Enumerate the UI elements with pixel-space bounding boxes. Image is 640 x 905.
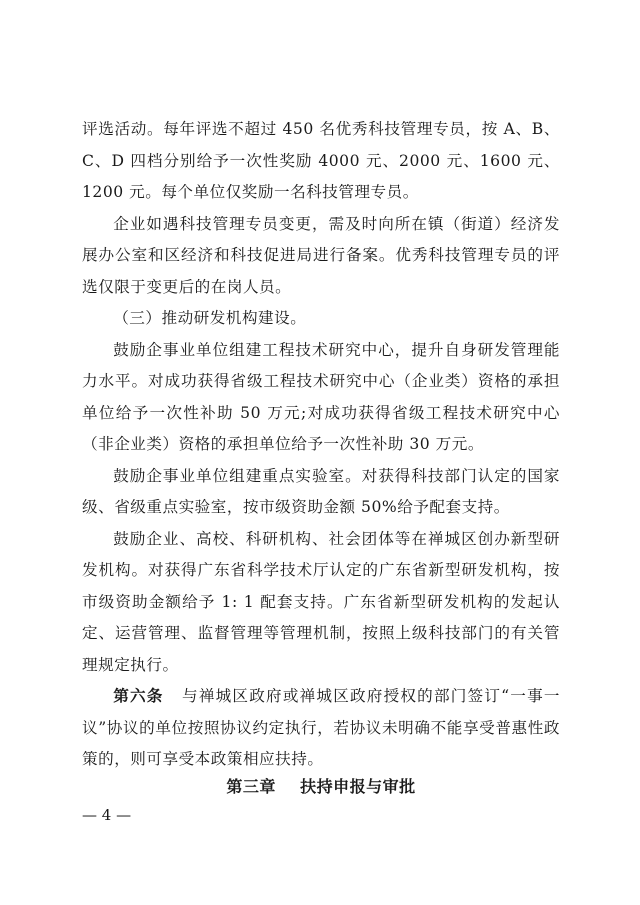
- paragraph-award-tiers: 评选活动。每年评选不超过 450 名优秀科技管理专员，按 A、B、C、D 四档分别给予一次性奖励 4000 元、2000 元、1600 元、1200 元。每个单位仅奖励一名科技管理专员。: [82, 120, 560, 201]
- paragraph-new-rd-institutions: 鼓励企业、高校、科研机构、社会团体等在禅城区创办新型研发机构。对获得广东省科学技术厅认定的广东省新型研发机构，按市级资助金额给予 1: 1 配套支持。广东省新型研发机构的发起认定、运营管理、监督管理等管理机制，按照上级科技部门的有关管理规定执行。: [82, 529, 560, 674]
- article-six-text: 与禅城区政府或禅城区政府授权的部门签订“一事一议”协议的单位按照协议约定执行，若协议未明确不能享受普惠性政策的，则可享受本政策相应扶持。: [82, 687, 560, 768]
- article-six-label: 第六条: [113, 687, 164, 705]
- article-six: [82, 681, 560, 776]
- section-heading-rd-institutions: （三）推动研发机构建设。: [113, 309, 307, 327]
- page-number: — 4 —: [82, 806, 132, 824]
- paragraph-key-laboratories: 鼓励企事业单位组建重点实验室。对获得科技部门认定的国家级、省级重点实验室，按市级资助金额 50%给予配套支持。: [82, 466, 560, 516]
- paragraph-engineering-centers: 鼓励企事业单位组建工程技术研究中心，提升自身研发管理能力水平。对成功获得省级工程技术研究中心（企业类）资格的承担单位给予一次性补助 50 万元;对成功获得省级工程技术研究中心（非企业类）资格的承担单位给予一次性补助 30 万元。: [82, 340, 560, 453]
- body-text: [82, 114, 560, 776]
- chapter-heading: 第三章 扶持申报与审批: [226, 777, 416, 796]
- paragraph-specialist-change: 企业如遇科技管理专员变更，需及时向所在镇（街道）经济发展办公室和区经济和科技促进局进行备案。优秀科技管理专员的评选仅限于变更后的在岗人员。: [82, 214, 560, 296]
